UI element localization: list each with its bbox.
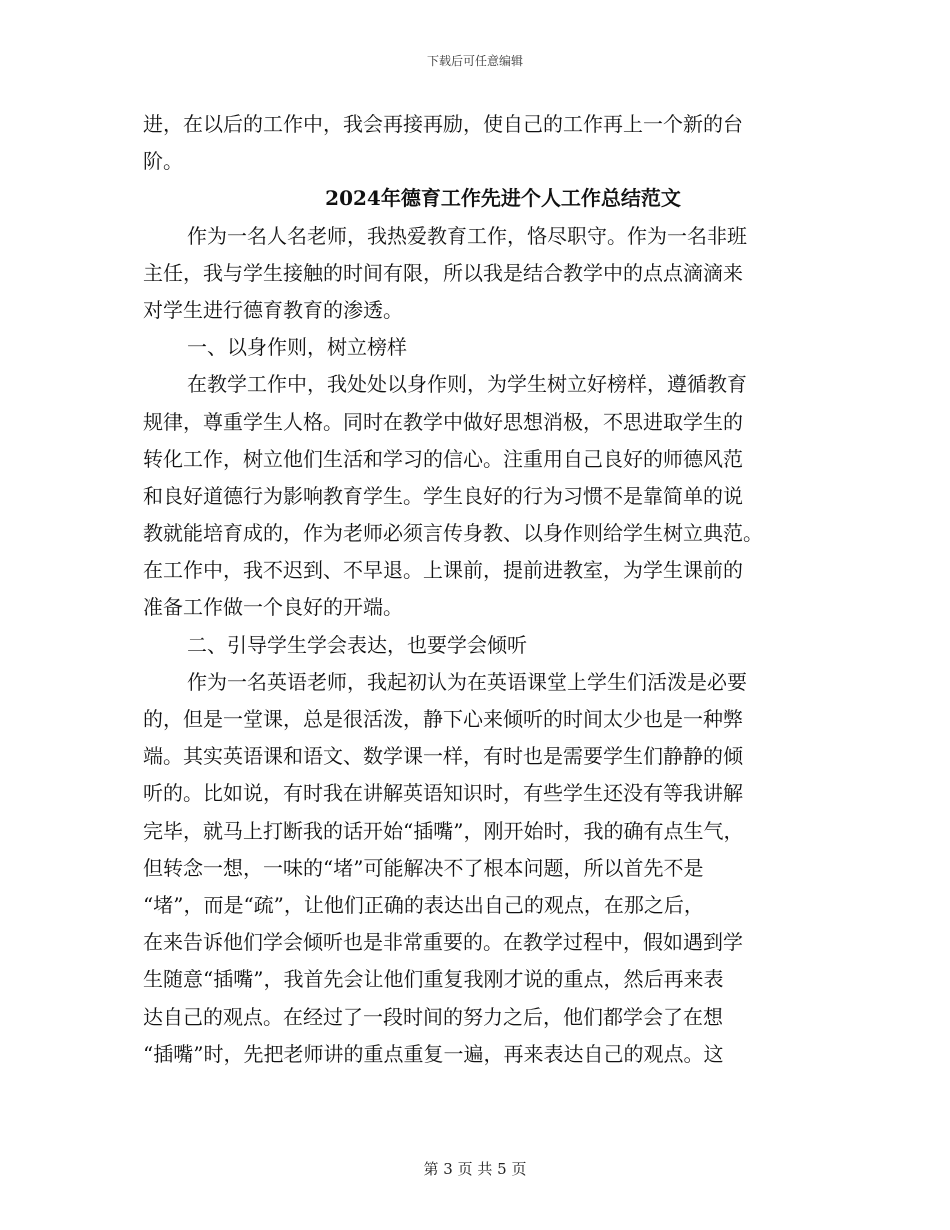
- text-line: 二、引导学生学会表达，也要学会倾听: [187, 632, 527, 657]
- text-line: 达自己的观点。在经过了一段时间的努力之后，他们都学会了在想: [143, 1004, 723, 1029]
- text-line: 的，但是一堂课，总是很活泼，静下心来倾听的时间太少也是一种弊: [143, 707, 743, 731]
- text-line: 进，在以后的工作中，我会再接再励，使自己的工作再上一个新的台: [143, 112, 743, 136]
- text-line: 听的。比如说，有时我在讲解英语知识时，有些学生还没有等我讲解: [143, 781, 743, 806]
- text-line: 和良好道德行为影响教育学生。学生良好的行为习惯不是靠简单的说: [143, 483, 743, 508]
- text-line: 在来告诉他们学会倾听也是非常重要的。在教学过程中，假如遇到学: [143, 930, 743, 955]
- text-line: 规律，尊重学生人格。同时在教学中做好思想消极，不思进取学生的: [143, 409, 743, 434]
- text-line: 转化工作，树立他们生活和学习的信心。注重用自己良好的师德风范: [143, 446, 743, 471]
- page-header: 下载后可任意编辑: [426, 54, 523, 68]
- text-line: 主任，我与学生接触的时间有限，所以我是结合教学中的点点滴滴来: [143, 260, 743, 285]
- document-title: 2024年德育工作先进个人工作总结范文: [325, 186, 681, 211]
- text-line: 阶。: [143, 149, 183, 174]
- text-line: 但转念一想，一味的“堵”可能解决不了根本问题，所以首先不是: [143, 855, 704, 880]
- text-line: 在教学工作中，我处处以身作则，为学生树立好榜样，遵循教育: [187, 372, 747, 397]
- text-line: 对学生进行德育教育的渗透。: [143, 297, 403, 322]
- text-line: 生随意“插嘴”，我首先会让他们重复我刚才说的重点，然后再来表: [143, 967, 724, 992]
- text-line: 完毕，就马上打断我的话开始“插嘴”，刚开始时，我的确有点生气，: [143, 818, 744, 843]
- page-footer: 第 3 页 共 5 页: [423, 1160, 527, 1178]
- text-line: 作为一名英语老师，我起初认为在英语课堂上学生们活泼是必要: [187, 669, 747, 694]
- text-line: 一、以身作则，树立榜样: [187, 335, 407, 360]
- text-line: 作为一名人名老师，我热爱教育工作，恪尽职守。作为一名非班: [187, 223, 747, 248]
- text-line: 教就能培育成的，作为老师必须言传身教、以身作则给学生树立典范。: [143, 521, 763, 546]
- text-line: “插嘴”时，先把老师讲的重点重复一遍，再来表达自己的观点。这: [143, 1041, 724, 1066]
- text-line: 在工作中，我不迟到、不早退。上课前，提前进教室，为学生课前的: [143, 558, 743, 583]
- text-line: 端。其实英语课和语文、数学课一样，有时也是需要学生们静静的倾: [143, 744, 743, 769]
- text-line: “堵”，而是“疏”，让他们正确的表达出自己的观点，在那之后，: [143, 892, 704, 917]
- text-line: 准备工作做一个良好的开端。: [143, 595, 403, 620]
- document-body: [143, 106, 823, 1073]
